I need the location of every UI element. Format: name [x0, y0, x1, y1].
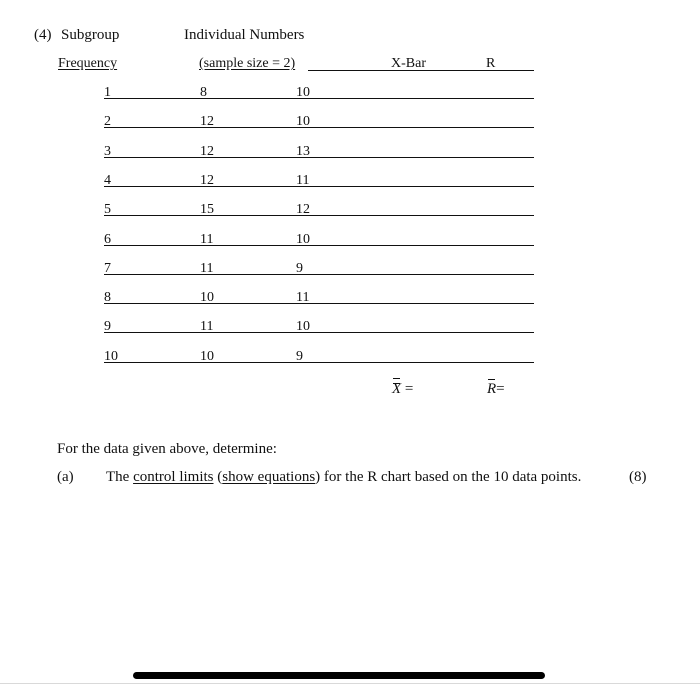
row-number-2: 11	[296, 172, 310, 188]
rbar-symbol: R	[487, 381, 497, 397]
row-number-1: 10	[200, 348, 214, 364]
control-limits-text: control limits	[133, 469, 214, 485]
table-row	[0, 113, 700, 143]
row-rule	[104, 98, 534, 99]
table-row	[0, 84, 700, 114]
row-frequency: 10	[104, 348, 118, 364]
row-number-2: 11	[296, 290, 310, 306]
row-frequency: 4	[104, 172, 111, 188]
header-sample-size: (sample size = 2)	[199, 56, 296, 71]
question-number: (4)	[34, 27, 52, 43]
row-number-1: 8	[200, 85, 207, 100]
row-number-2: 9	[296, 348, 303, 364]
row-rule	[104, 362, 534, 363]
row-number-2: 12	[296, 202, 310, 218]
table-row	[0, 318, 700, 348]
row-rule	[104, 274, 534, 275]
table-row	[0, 172, 700, 202]
part-a-text-3: ) for the R chart based on the 10 data points.	[315, 469, 582, 485]
table-row	[0, 231, 700, 261]
row-number-1: 12	[200, 143, 214, 159]
header-frequency: Frequency	[58, 56, 118, 71]
row-number-2: 10	[296, 231, 310, 247]
part-a-text-1: The	[106, 469, 130, 485]
row-number-1: 11	[200, 319, 214, 335]
rbar-equals: =	[496, 381, 505, 397]
table-row	[0, 201, 700, 231]
home-indicator-bar[interactable]	[133, 672, 545, 679]
row-number-1: 12	[200, 114, 214, 130]
row-frequency: 2	[104, 114, 111, 130]
row-number-1: 11	[200, 231, 214, 247]
table-row	[0, 143, 700, 173]
row-frequency: 3	[104, 143, 111, 159]
row-rule	[104, 332, 534, 333]
xbarbar-equals: =	[404, 381, 414, 397]
header-r: R	[486, 56, 496, 71]
row-frequency: 5	[104, 202, 111, 218]
row-frequency: 8	[104, 290, 111, 306]
part-a-marks: (8)	[629, 469, 647, 485]
row-rule	[104, 157, 534, 158]
row-frequency: 6	[104, 231, 111, 247]
prompt-intro: For the data given above, determine:	[57, 441, 277, 457]
row-number-2: 10	[296, 114, 310, 130]
header-xbar: X-Bar	[391, 56, 426, 71]
show-equations-text: show equations	[222, 469, 316, 485]
header-rule	[308, 70, 534, 71]
rbar-summary	[487, 380, 505, 398]
row-number-2: 10	[296, 85, 310, 100]
row-number-2: 9	[296, 260, 303, 276]
row-number-1: 11	[200, 260, 214, 276]
table-row	[0, 289, 700, 319]
bottom-divider	[0, 683, 700, 684]
xbarbar-symbol: X	[392, 380, 401, 398]
row-rule	[104, 186, 534, 187]
row-rule	[104, 303, 534, 304]
row-frequency: 9	[104, 319, 111, 335]
part-a-label: (a)	[57, 469, 74, 485]
row-frequency: 1	[104, 85, 111, 100]
row-number-1: 15	[200, 202, 214, 218]
row-rule	[104, 127, 534, 128]
table-row	[0, 348, 700, 378]
header-subgroup: Subgroup	[61, 27, 120, 43]
table-row	[0, 260, 700, 290]
row-number-1: 12	[200, 172, 214, 188]
part-a-text	[106, 468, 581, 486]
header-individual-numbers: Individual Numbers	[184, 27, 305, 43]
row-number-2: 13	[296, 143, 310, 159]
row-rule	[104, 245, 534, 246]
part-a-text-2: (	[217, 469, 223, 485]
row-rule	[104, 215, 534, 216]
xbarbar-summary	[392, 380, 413, 398]
row-number-2: 10	[296, 319, 310, 335]
row-number-1: 10	[200, 290, 214, 306]
row-frequency: 7	[104, 260, 111, 276]
